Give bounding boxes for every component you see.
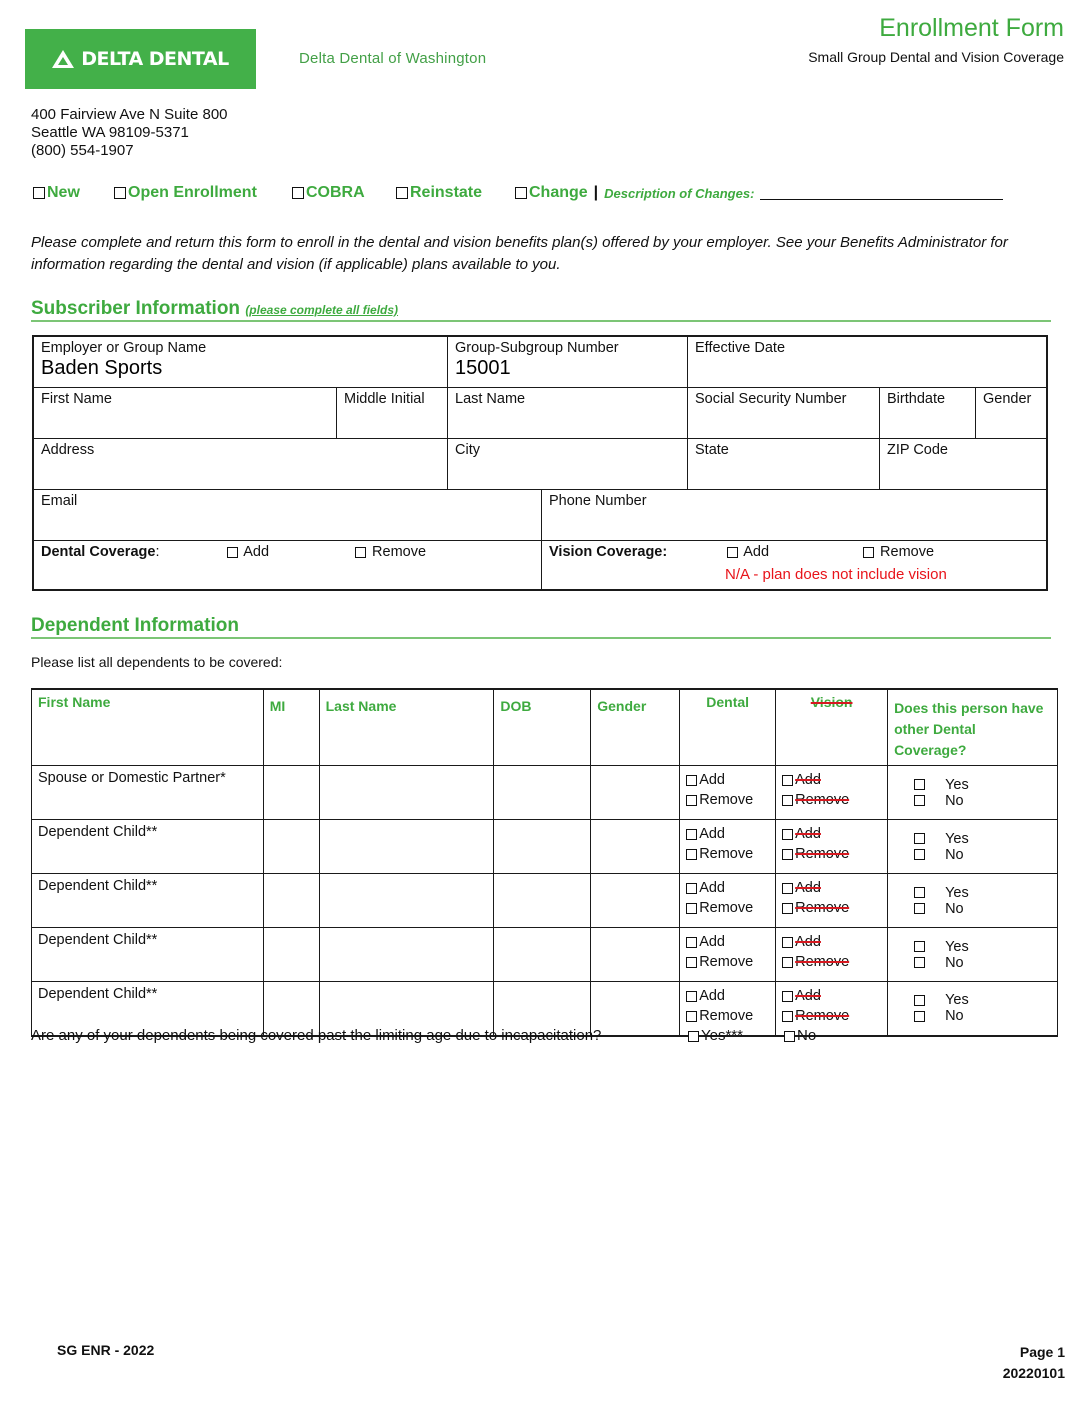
col-last-name: Last Name — [319, 689, 494, 766]
subscriber-heading-note: (please complete all fields) — [245, 303, 399, 317]
checkbox-other-coverage-no[interactable] — [914, 849, 925, 860]
option-new-label: New — [47, 184, 80, 201]
dependent-first-name-cell[interactable] — [32, 766, 264, 820]
col-mi: MI — [263, 689, 319, 766]
group-number-field[interactable] — [448, 337, 688, 388]
option-reinstate-label: Reinstate — [410, 184, 483, 201]
form-code: SG ENR - 2022 — [57, 1342, 155, 1358]
vision-remove-label: Remove — [795, 846, 850, 862]
checkbox-other-coverage-no[interactable] — [914, 1011, 925, 1022]
checkbox-dental-remove[interactable] — [355, 547, 366, 558]
yes-label: Yes — [945, 938, 969, 955]
col-first-name: First Name — [32, 689, 264, 766]
middle-initial-field[interactable] — [337, 388, 448, 439]
option-open-enrollment-label: Open Enrollment — [128, 184, 257, 201]
checkbox-other-coverage-yes[interactable] — [914, 833, 925, 844]
dependent-other-coverage-cell — [888, 982, 1058, 1036]
vision-remove-option[interactable] — [782, 844, 881, 864]
employer-value[interactable]: Baden Sports — [41, 357, 163, 379]
incapacitation-question: Are any of your dependents being covered past the limiting age due to incapacitation? — [31, 1027, 602, 1044]
checkbox-dental-remove[interactable] — [686, 1011, 697, 1022]
subscriber-section-heading — [31, 298, 1051, 322]
zip-field[interactable] — [880, 439, 1046, 490]
col-dental: Dental — [680, 689, 776, 766]
dependent-other-coverage-cell — [888, 820, 1058, 874]
delta-dental-logo — [25, 29, 256, 89]
vision-add-option[interactable] — [782, 770, 881, 790]
footer-page-info — [1003, 1342, 1065, 1384]
gender-label: Gender — [983, 391, 1032, 407]
relation-label: Spouse or Domestic Partner* — [38, 770, 226, 786]
dental-remove-label: Remove — [699, 846, 754, 862]
middle-initial-label: Middle Initial — [344, 391, 425, 407]
dependent-heading-text: Dependent Information — [31, 615, 239, 636]
other-coverage-no-option[interactable] — [904, 1008, 974, 1024]
subscriber-form — [32, 335, 1048, 591]
checkbox-vision-remove[interactable] — [782, 795, 793, 806]
dependent-mi-cell[interactable] — [263, 874, 319, 928]
form-version: 20220101 — [1002, 1365, 1065, 1381]
checkbox-dental-remove[interactable] — [686, 903, 697, 914]
checkbox-incapacitation-no[interactable] — [784, 1031, 795, 1042]
option-cobra[interactable] — [292, 184, 365, 202]
intro-text: Please complete and return this form to enroll in the dental and vision benefits plan(s) offered by your employer. See your Benefits Administrator for information regarding the dental and vision (if applicable) plans available to you. — [31, 234, 1008, 273]
checkbox-vision-remove[interactable] — [863, 547, 874, 558]
checkbox-dental-add[interactable] — [686, 883, 697, 894]
no-label: No — [945, 846, 964, 863]
dependent-section-heading — [31, 615, 1051, 639]
checkbox-dental-add[interactable] — [686, 937, 697, 948]
other-coverage-no-option[interactable] — [904, 955, 974, 971]
option-open-enrollment[interactable] — [114, 184, 257, 202]
no-label: No — [945, 792, 964, 809]
checkbox-vision-remove[interactable] — [782, 957, 793, 968]
checkbox-other-coverage-yes[interactable] — [914, 995, 925, 1006]
dependent-dental-cell — [680, 928, 776, 982]
dental-add-option[interactable] — [686, 932, 769, 952]
vision-add-label: Add — [795, 934, 821, 950]
dependent-mi-cell[interactable] — [263, 766, 319, 820]
email-label: Email — [41, 493, 78, 509]
checkbox-vision-remove[interactable] — [782, 903, 793, 914]
yes-label: Yes — [945, 992, 969, 1009]
dependent-other-coverage-cell — [888, 874, 1058, 928]
dependent-dob-cell[interactable] — [494, 820, 591, 874]
col-dob: DOB — [494, 689, 591, 766]
dependent-other-coverage-cell — [888, 928, 1058, 982]
checkbox-new[interactable] — [33, 187, 45, 199]
effective-date-field[interactable] — [688, 337, 1046, 388]
email-field[interactable] — [34, 490, 542, 541]
dental-coverage-label: Dental Coverage — [41, 544, 156, 560]
dental-add-label: Add — [699, 880, 725, 896]
dental-remove-option[interactable] — [686, 1006, 769, 1026]
first-name-label: First Name — [41, 391, 112, 407]
employer-field[interactable] — [34, 337, 448, 388]
page-number: Page 1 — [1019, 1344, 1065, 1360]
checkbox-dental-remove[interactable] — [686, 957, 697, 968]
checkbox-other-coverage-no[interactable] — [914, 903, 925, 914]
dental-remove-label: Remove — [372, 544, 427, 560]
col-vision-label: Vision — [810, 694, 853, 710]
last-name-field[interactable] — [448, 388, 688, 439]
dependent-dob-cell[interactable] — [494, 766, 591, 820]
col-gender: Gender — [591, 689, 680, 766]
dependent-first-name-cell[interactable] — [32, 928, 264, 982]
dental-remove-label: Remove — [699, 900, 754, 916]
subscriber-heading-text: Subscriber Information — [31, 298, 241, 319]
employer-label: Employer or Group Name — [41, 340, 207, 356]
checkbox-vision-add[interactable] — [782, 883, 793, 894]
other-coverage-no-option[interactable] — [904, 847, 974, 863]
vision-coverage-label: Vision Coverage: — [549, 544, 668, 560]
vision-remove-label: Remove — [880, 544, 935, 560]
dependent-mi-cell[interactable] — [263, 820, 319, 874]
checkbox-other-coverage-yes[interactable] — [914, 941, 925, 952]
dependent-last-name-cell[interactable] — [319, 766, 494, 820]
checkbox-cobra[interactable] — [292, 187, 304, 199]
vision-add-label: Add — [795, 880, 821, 896]
incapacitation-yes-option[interactable] — [688, 1027, 743, 1044]
last-name-label: Last Name — [455, 391, 526, 407]
address-line-1: 400 Fairview Ave N Suite 800 — [31, 106, 228, 123]
incapacitation-no-option[interactable] — [784, 1027, 816, 1044]
vision-add-option[interactable] — [782, 986, 881, 1006]
dependent-last-name-cell[interactable] — [319, 874, 494, 928]
state-field[interactable] — [688, 439, 880, 490]
vision-coverage-row — [542, 541, 1046, 589]
dental-remove-option[interactable] — [686, 898, 769, 918]
dependent-gender-cell[interactable] — [591, 820, 680, 874]
vision-add-label: Add — [743, 544, 770, 560]
vision-remove-label: Remove — [795, 792, 850, 808]
option-cobra-label: COBRA — [306, 184, 365, 201]
dental-add-option[interactable] — [686, 770, 769, 790]
dental-add-label: Add — [699, 826, 725, 842]
address-phone: (800) 554-1907 — [31, 142, 134, 159]
checkbox-dental-add[interactable] — [227, 547, 238, 558]
dependent-last-name-cell[interactable] — [319, 928, 494, 982]
other-coverage-yes-option[interactable] — [904, 939, 979, 955]
checkbox-incapacitation-yes[interactable] — [688, 1031, 699, 1042]
checkbox-reinstate[interactable] — [396, 187, 408, 199]
first-name-field[interactable] — [34, 388, 337, 439]
dependent-vision-cell — [776, 928, 888, 982]
city-label: City — [455, 442, 480, 458]
checkbox-change[interactable] — [515, 187, 527, 199]
vision-add-option[interactable] — [782, 932, 881, 952]
dependent-dental-cell — [680, 874, 776, 928]
description-of-changes-input[interactable] — [760, 186, 1003, 200]
dental-add-label: Add — [699, 988, 725, 1004]
dependent-dental-cell — [680, 820, 776, 874]
table-row — [32, 874, 1058, 928]
vision-not-applicable-note: N/A - plan does not include vision — [725, 566, 947, 583]
option-reinstate[interactable] — [396, 184, 482, 202]
checkbox-dental-remove[interactable] — [686, 849, 697, 860]
other-coverage-yes-option[interactable] — [904, 831, 979, 847]
checkbox-vision-remove[interactable] — [782, 1011, 793, 1022]
vision-add-label: Add — [795, 826, 821, 842]
other-coverage-yes-option[interactable] — [904, 992, 979, 1008]
dependent-gender-cell[interactable] — [591, 982, 680, 1036]
logo-text: DELTA DENTAL — [81, 48, 229, 70]
phone-field[interactable] — [542, 490, 1046, 541]
dental-remove-label: Remove — [699, 1008, 754, 1024]
vision-add-label: Add — [795, 988, 821, 1004]
dental-add-option[interactable] — [686, 824, 769, 844]
col-vision — [776, 689, 888, 766]
yes-label: Yes — [945, 776, 969, 793]
dependents-table — [31, 688, 1058, 1037]
vision-remove-option[interactable] — [782, 1006, 881, 1026]
vision-add-option[interactable] — [727, 544, 769, 560]
dental-remove-option[interactable] — [686, 790, 769, 810]
no-label: No — [945, 954, 964, 971]
dependent-dental-cell — [680, 766, 776, 820]
dental-remove-option[interactable] — [355, 544, 426, 560]
table-row — [32, 820, 1058, 874]
address-line-2: Seattle WA 98109-5371 — [31, 124, 189, 141]
dental-add-option[interactable] — [686, 878, 769, 898]
table-header-row — [32, 689, 1058, 766]
relation-label: Dependent Child** — [38, 824, 158, 840]
page-title: Enrollment Form — [879, 14, 1064, 42]
dependent-vision-cell — [776, 820, 888, 874]
checkbox-other-coverage-yes[interactable] — [914, 779, 925, 790]
dental-remove-option[interactable] — [686, 844, 769, 864]
table-row — [32, 928, 1058, 982]
dependent-last-name-cell[interactable] — [319, 820, 494, 874]
checkbox-vision-remove[interactable] — [782, 849, 793, 860]
dependent-first-name-cell[interactable] — [32, 820, 264, 874]
vision-add-label: Add — [795, 772, 821, 788]
incapacitation-yes-label: Yes*** — [701, 1027, 743, 1044]
zip-label: ZIP Code — [887, 442, 948, 458]
dependent-mi-cell[interactable] — [263, 928, 319, 982]
dental-add-label: Add — [699, 934, 725, 950]
address-field[interactable] — [34, 439, 448, 490]
logo-subtitle: Delta Dental of Washington — [299, 50, 487, 67]
dependent-dob-cell[interactable] — [494, 874, 591, 928]
checkbox-vision-add[interactable] — [782, 991, 793, 1002]
checkbox-other-coverage-no[interactable] — [914, 795, 925, 806]
dental-add-label: Add — [699, 772, 725, 788]
dental-remove-option[interactable] — [686, 952, 769, 972]
dependent-gender-cell[interactable] — [591, 874, 680, 928]
incapacitation-no-label: No — [797, 1027, 817, 1044]
checkbox-vision-add[interactable] — [727, 547, 738, 558]
separator: | — [593, 184, 599, 201]
relation-label: Dependent Child** — [38, 932, 158, 948]
dental-add-option[interactable] — [686, 986, 769, 1006]
checkbox-open-enrollment[interactable] — [114, 187, 126, 199]
vision-remove-label: Remove — [795, 900, 850, 916]
option-change-label: Change — [529, 184, 588, 201]
dependent-dob-cell[interactable] — [494, 928, 591, 982]
dependent-gender-cell[interactable] — [591, 766, 680, 820]
dental-coverage-row — [34, 541, 542, 589]
dependent-intro: Please list all dependents to be covered: — [31, 654, 283, 670]
other-coverage-no-option[interactable] — [904, 793, 974, 809]
dependent-other-coverage-cell — [888, 766, 1058, 820]
relation-label: Dependent Child** — [38, 986, 158, 1002]
dental-remove-label: Remove — [699, 792, 754, 808]
checkbox-dental-add[interactable] — [686, 775, 697, 786]
option-change[interactable] — [515, 184, 1003, 202]
dental-add-option[interactable] — [227, 544, 269, 560]
no-label: No — [945, 900, 964, 917]
city-field[interactable] — [448, 439, 688, 490]
other-coverage-yes-option[interactable] — [904, 777, 979, 793]
company-address — [31, 106, 228, 160]
yes-label: Yes — [945, 884, 969, 901]
yes-label: Yes — [945, 830, 969, 847]
vision-remove-option[interactable] — [782, 952, 881, 972]
checkbox-vision-add[interactable] — [782, 937, 793, 948]
other-coverage-yes-option[interactable] — [904, 885, 979, 901]
delta-triangle-icon — [52, 50, 74, 68]
ssn-field[interactable] — [688, 388, 880, 439]
checkbox-dental-add[interactable] — [686, 991, 697, 1002]
checkbox-other-coverage-no[interactable] — [914, 957, 925, 968]
checkbox-dental-remove[interactable] — [686, 795, 697, 806]
vision-remove-option[interactable] — [782, 790, 881, 810]
ssn-label: Social Security Number — [695, 391, 847, 407]
checkbox-vision-add[interactable] — [782, 775, 793, 786]
address-label: Address — [41, 442, 95, 458]
vision-remove-option[interactable] — [863, 544, 934, 560]
checkbox-dental-add[interactable] — [686, 829, 697, 840]
dependent-vision-cell — [776, 874, 888, 928]
dependent-vision-cell — [776, 766, 888, 820]
dental-coverage-colon: : — [155, 544, 160, 560]
table-row — [32, 766, 1058, 820]
col-other-coverage: Does this person have other Dental Coverage? — [888, 689, 1058, 766]
description-label: Description of Changes: — [604, 185, 755, 201]
vision-remove-label: Remove — [795, 1008, 850, 1024]
effective-date-label: Effective Date — [695, 340, 786, 356]
dental-remove-label: Remove — [699, 954, 754, 970]
phone-label: Phone Number — [549, 493, 647, 509]
birthdate-label: Birthdate — [887, 391, 946, 407]
other-coverage-no-option[interactable] — [904, 901, 974, 917]
vision-remove-label: Remove — [795, 954, 850, 970]
vision-add-option[interactable] — [782, 824, 881, 844]
page-subtitle: Small Group Dental and Vision Coverage — [808, 49, 1064, 65]
vision-add-option[interactable] — [782, 878, 881, 898]
state-label: State — [695, 442, 729, 458]
no-label: No — [945, 1008, 964, 1025]
dependent-gender-cell[interactable] — [591, 928, 680, 982]
checkbox-other-coverage-yes[interactable] — [914, 887, 925, 898]
checkbox-vision-add[interactable] — [782, 829, 793, 840]
relation-label: Dependent Child** — [38, 878, 158, 894]
vision-remove-option[interactable] — [782, 898, 881, 918]
birthdate-field[interactable] — [880, 388, 976, 439]
group-number-label: Group-Subgroup Number — [455, 340, 619, 356]
dental-add-label: Add — [243, 544, 270, 560]
group-number-value[interactable]: 15001 — [455, 357, 511, 379]
gender-field[interactable] — [976, 388, 1046, 439]
option-new[interactable] — [33, 184, 80, 202]
dependent-first-name-cell[interactable] — [32, 874, 264, 928]
